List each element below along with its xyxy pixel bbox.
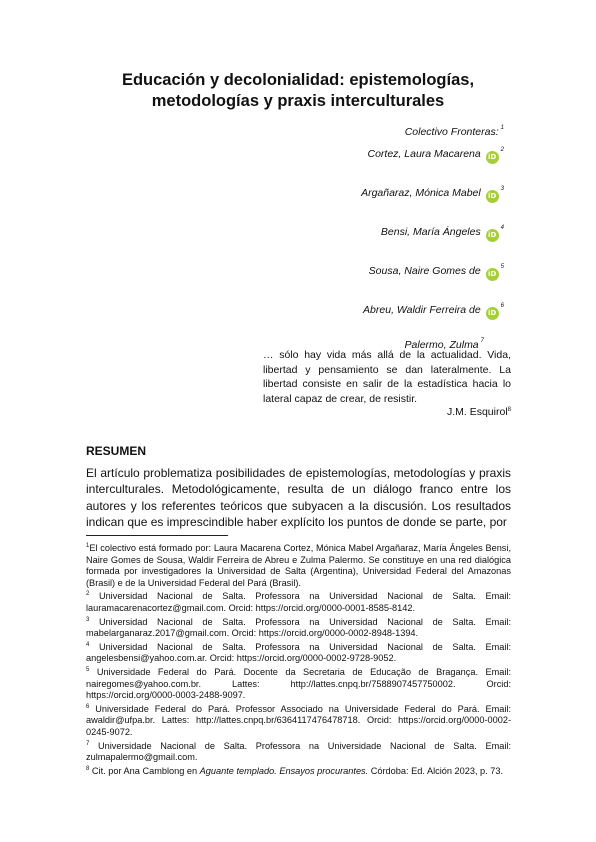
author-bensi: Bensi, María Ángeles $iD^4$ bbox=[204, 225, 504, 242]
article-title bbox=[60, 70, 536, 112]
orcid-icon[interactable]: iD bbox=[486, 268, 499, 281]
orcid-icon[interactable]: iD bbox=[486, 229, 499, 242]
abstract-text: El artículo problematiza posibilidades de epistemologías, metodologías y praxis interculturales. Metodológicamente, resulta de un diálogo franco entre los autores y los referentes teóricos que subyacen a la discusión. Los resultados indican que es imprescindible haber explícito los puntos de donde se parte, por bbox=[86, 466, 511, 530]
orcid-icon[interactable]: iD bbox=[486, 190, 499, 203]
footnote-2: $^2$ Universidad Nacional de Salta. Professora na Universidad Nacional de Salta. Email: lauramacarenacortez@gmail.com. Orcid: https://orcid.org/0000-0001-8585-8142. bbox=[86, 591, 511, 613]
author-palermo: Palermo, Zulma $^7$ bbox=[404, 338, 484, 351]
footnote-7: $^7$ Universidade Nacional de Salta. Professora na Universidade Nacional de Salta. Email: zulmapalermo@gmail.com. bbox=[86, 740, 511, 763]
orcid-icon[interactable]: iD bbox=[486, 307, 499, 320]
footnotes bbox=[86, 541, 511, 777]
footnote-3: $^3$ Universidad Nacional de Salta. Professora na Universidad Nacional de Salta. Email: mabelarganaraz.2017@gmail.com. Orcid: https://orcid.org/0000-0002-8948-1394. bbox=[86, 616, 511, 639]
title-line2: metodologías y praxis interculturales bbox=[151, 92, 445, 110]
epigraph-author: J.M. Esquirol$^8$ bbox=[446, 406, 511, 418]
author-sousa: Sousa, Naire Gomes de $iD^5$ bbox=[204, 264, 504, 281]
collective-name: Colectivo Fronteras: $^1$ bbox=[404, 125, 504, 138]
orcid-icon[interactable]: iD bbox=[486, 151, 499, 164]
author-list bbox=[204, 125, 504, 351]
footnote-4: $^4$ Universidad Nacional de Salta. Professora na Universidad Nacional de Salta. Email: angelesbensi@yahoo.com.ar. Orcid: https://orcid.org/0000-0002-9728-9052. bbox=[86, 641, 511, 664]
author-aranaraz: Argañaraz, Mónica Mabel $iD^3$ bbox=[204, 186, 504, 203]
footnote-6: $^6$ Universidade Federal do Pará. Professor Associado na Universidade Federal do Pará. Email: awaldir@ufpa.br. Lattes: http://lattes.cnpq.br/6364117476478718. Orcid: https://orcid.org/0000-0002-0245-9072. bbox=[86, 703, 511, 737]
author-abreu: Abreu, Waldir Ferreira de $iD^6$ bbox=[204, 303, 504, 320]
abstract-heading: RESUMEN bbox=[86, 444, 147, 458]
footnote-5: $^5$ Universidade Federal do Pará. Docente da Secretaria de Educação de Bragança. Email: nairegomes@yahoo.com.br. Lattes: http://lattes.cnpq.br/7588907457750002. Orcid: https://orcid.org/0000-0003-2488-9097. bbox=[86, 666, 511, 701]
title-rest: epistemologías, bbox=[344, 71, 475, 89]
footnote-1: $^1$El colectivo está formado por: Laura Macarena Cortez, Mónica Mabel Argañaraz, María Ángeles Bensi, Naire Gomes de Sousa, Waldir Ferreira de Abreu e Zulma Palermo. Se constituye en una red dialógica formada por investigadores la Universidad de Salta (Argentina), Universidad Federal del Amazonas (Brasil) e de la Universidad Federal del Pará (Brasil). bbox=[86, 543, 511, 588]
footnote-8: $^8$ Cit. por Ana Camblong en Aguante templado. Ensayos procurantes. Córdoba: Ed. Alción 2023, p. 73. bbox=[86, 765, 504, 776]
title-bold-part: Educación y decolonialidad: bbox=[121, 71, 345, 89]
author-cortez: Cortez, Laura Macarena $iD^2$ bbox=[204, 147, 504, 164]
epigraph-text: … sólo hay vida más allá de la actualidad. Vida, libertad y pensamiento se dan lateralmente. La libertad consiste en salir de la estadística hacia lo lateral capaz de crear, de resistir. bbox=[263, 349, 511, 405]
footnote-separator bbox=[86, 535, 228, 536]
